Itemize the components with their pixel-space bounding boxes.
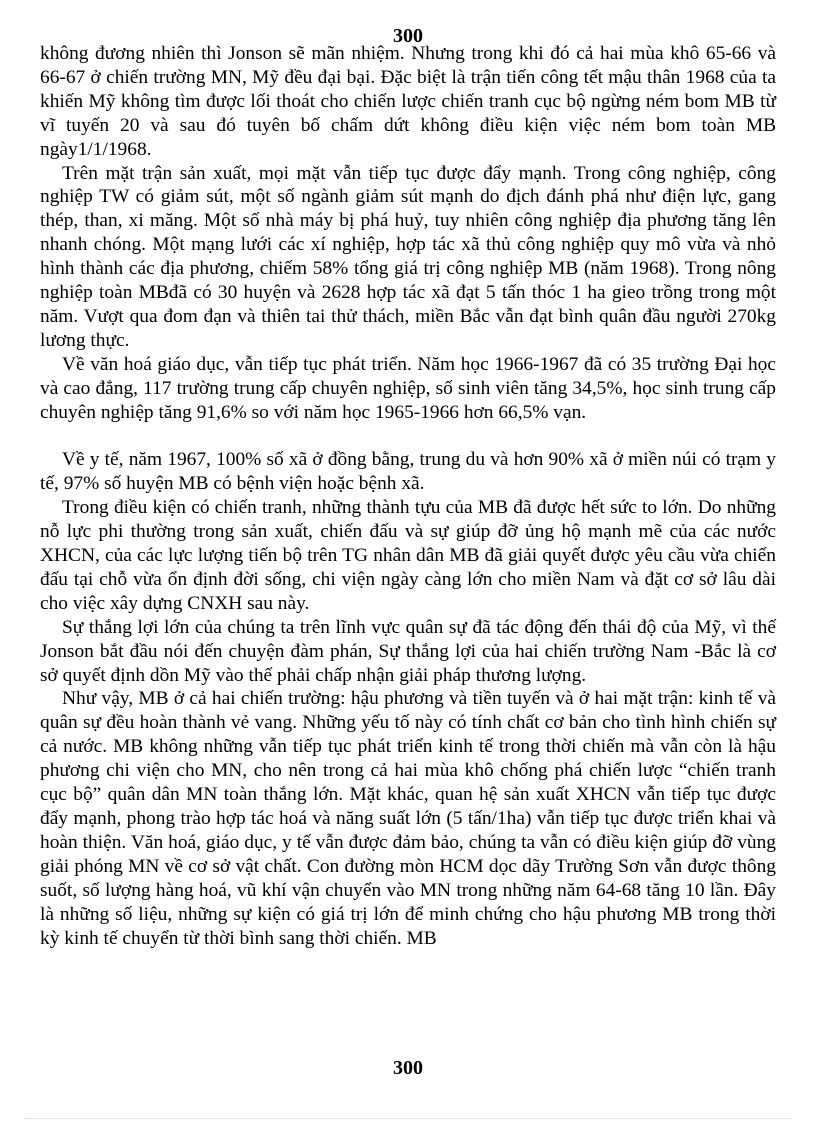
- paragraph-continuation: không đương nhiên thì Jonson sẽ mãn nhiệm. Nhưng trong khi đó cả hai mùa khô 65-66 và 66-67 ở chiến trường MN, Mỹ đều đại bại. Đặc biệt là trận tiến công tết mậu thân 1968 của ta khiến Mỹ không tìm được lối thoát cho chiến lược chiến tranh cục bộ ngừng ném bom MB từ vĩ tuyến 20 và sau đó tuyên bố chấm dứt không điều kiện việc ném bom toàn MB ngày1/1/1968.: [40, 43, 776, 160]
- paragraph-education: Về văn hoá giáo dục, vẫn tiếp tục phát triển. Năm học 1966-1967 đã có 35 trường Đại học và cao đẳng, 117 trường trung cấp chuyên nghiệp, số sinh viên tăng 34,5%, học sinh trung cấp chuyên nghiệp tăng 91,6% so với năm học 1965-1966 hơn 66,5% vạn.: [40, 353, 776, 423]
- paragraph-summary: Như vậy, MB ở cả hai chiến trường: hậu phương và tiền tuyến và ở hai mặt trận: kinh tế và quân sự đều hoàn thành vẻ vang. Những yếu tố này có tính chất cơ bản cho tình hình chiến sự cả nước. MB không những vẫn tiếp tục phát triển kinh tế trong thời chiến mà vẫn còn là hậu phương chi viện cho MN, cho nên trong cả hai mùa khô chống phá chiến lược “chiến tranh cục bộ” quân dân MN toàn thắng lớn. Mặt khác, quan hệ sản xuất XHCN vẫn tiếp tục được đẩy mạnh, phong trào hợp tác hoá và năng suất lớn (5 tấn/1ha) vẫn tiếp tục được triển khai và hoàn thiện. Văn hoá, giáo dục, y tế vẫn được đảm bảo, chúng ta vẫn có điều kiện giúp đỡ vùng giải phóng MN về cơ sở vật chất. Con đường mòn HCM dọc dãy Trường Sơn vẫn được thông suốt, số lượng hàng hoá, vũ khí vận chuyển vào MN trong những năm 64-68 tăng 10 lần. Đây là những số liệu, những sự kiện có giá trị lớn để minh chứng cho hậu phương MB trong thời kỳ kinh tế chuyển từ thời bình sang thời chiến. MB: [40, 688, 776, 949]
- footer-divider: [24, 1118, 792, 1119]
- page-number-bottom: 300: [393, 1057, 423, 1079]
- paragraph-achievements: Trong điều kiện có chiến tranh, những thành tựu của MB đã được hết sức to lớn. Do những nỗ lực phi thường trong sản xuất, chiến đấu và sự giúp đỡ ủng hộ mạnh mẽ của các nước XHCN, của các lực lượng tiến bộ trên TG nhân dân MB đã giải quyết được yêu cầu vừa chiến đấu tại chỗ vừa ổn định đời sống, chi viện ngày càng lớn cho miền Nam và đặt cơ sở lâu dài cho việc xây dựng CNXH sau này.: [40, 497, 776, 614]
- paragraph-military-victory: Sự thắng lợi lớn của chúng ta trên lĩnh vực quân sự đã tác động đến thái độ của Mỹ, vì thế Jonson bắt đầu nói đến chuyện đàm phán, Sự thắng lợi của hai chiến trường Nam -Bắc là cơ sở quyết định dồn Mỹ vào thế phải chấp nhận giải pháp thương lượng.: [40, 616, 776, 686]
- page-number-top: 300: [393, 25, 423, 47]
- body-text: [40, 42, 776, 950]
- paragraph-gap: [40, 425, 776, 449]
- paragraph-health: Về y tế, năm 1967, 100% số xã ở đồng bằng, trung du và hơn 90% xã ở miền núi có trạm y tế, 97% số huyện MB có bệnh viện hoặc bệnh xã.: [40, 449, 776, 495]
- paragraph-production: Trên mặt trận sản xuất, mọi mặt vẫn tiếp tục được đẩy mạnh. Trong công nghiệp, công nghiệp TW có giảm sút, một số ngành giảm sút mạnh do địch đánh phá như điện lực, gang thép, than, xi măng. Một số nhà máy bị phá huỷ, tuy nhiên công nghiệp địa phương tăng lên nhanh chóng. Một mạng lưới các xí nghiệp, hợp tác xã thủ công nghiệp quy mô vừa và nhỏ hình thành các địa phương, chiếm 58% tổng giá trị công nghiệp MB (năm 1968). Trong nông nghiệp toàn MBđã có 30 huyện và 2628 hợp tác xã đạt 5 tấn thóc 1 ha gieo trồng trong một năm. Vượt qua đom đạn và thiên tai thử thách, miền Bắc vẫn đạt bình quân đầu người 270kg lương thực.: [40, 162, 776, 351]
